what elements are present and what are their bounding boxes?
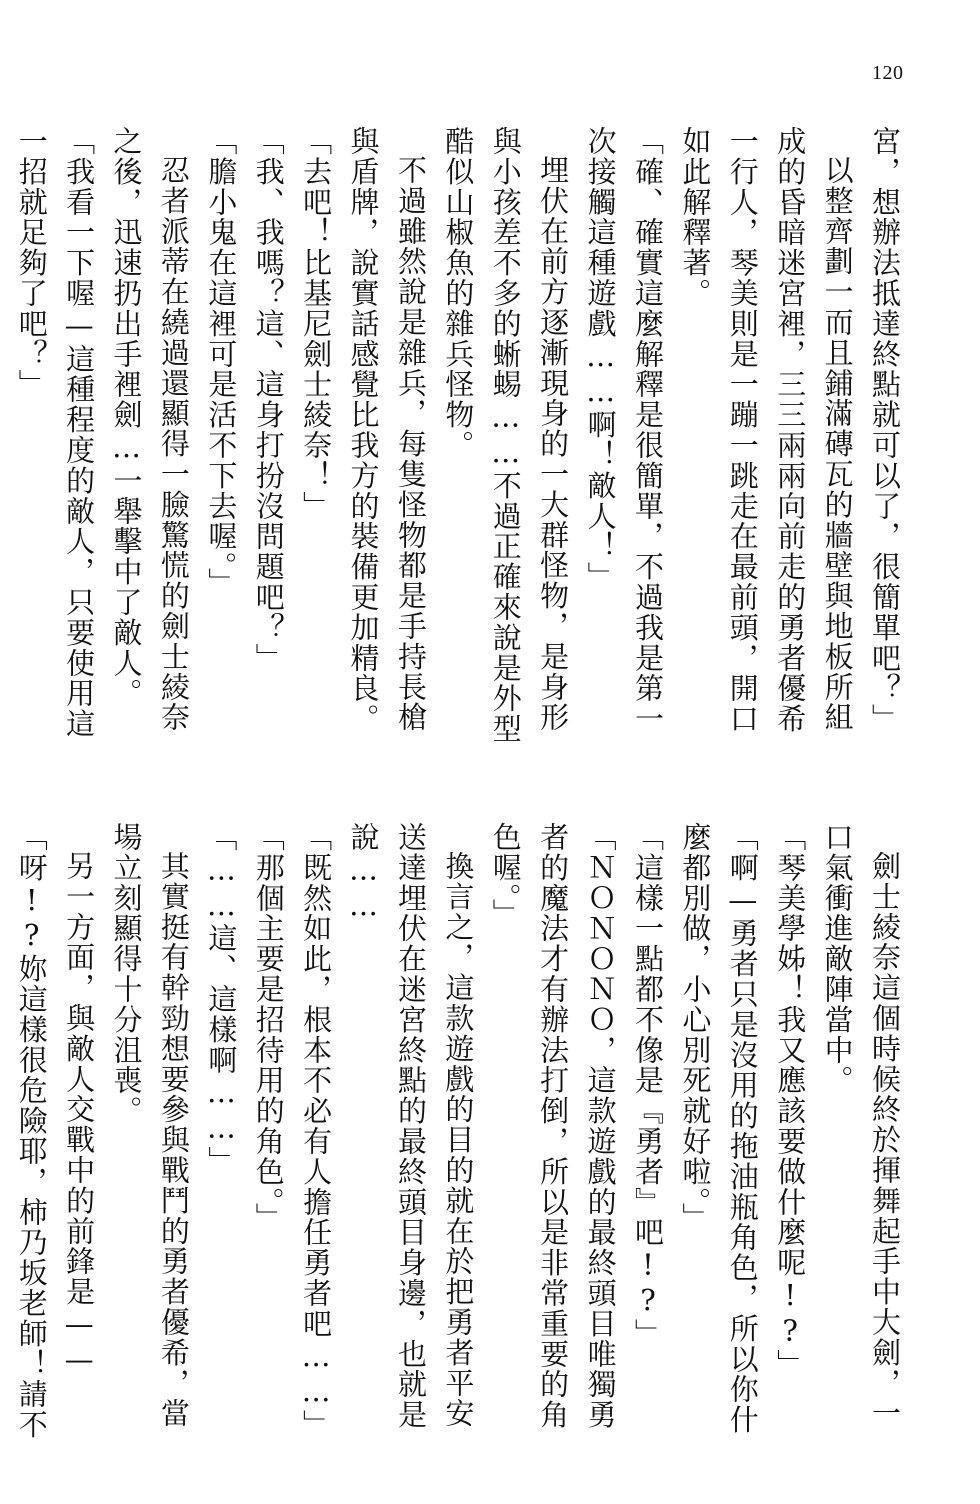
paragraph: 埋伏在前方逐漸現身的一大群怪物，是身形與小孩差不多的蜥蜴……不過正確來說是外型酷似山椒魚的雜兵怪物。 bbox=[441, 126, 571, 744]
paragraph: 其實挺有幹勁想要參與戰鬥的勇者優希，當場立刻顯得十分沮喪。 bbox=[109, 822, 191, 1429]
paragraph: 以整齊劃一而且鋪滿磚瓦的牆壁與地板所組成的昏暗迷宮裡，三三兩兩向前走的勇者優希一行人，琴美則是一蹦一跳走在最前頭，開口如此解釋著。 bbox=[678, 126, 855, 734]
paragraph: 忍者派蒂在繞過還顯得一臉驚慌的劍士綾奈之後，迅速扔出手裡劍…一舉擊中了敵人。 bbox=[109, 126, 191, 733]
dialogue-line: 「確、確實這麼解釋是很簡單，不過我是第一次接觸這種遊戲……啊！敵人！」 bbox=[583, 126, 665, 734]
text-block-lower bbox=[14, 822, 908, 1442]
dialogue-line: 「那個主要是招待用的角色。」 bbox=[251, 822, 286, 1234]
paragraph bbox=[0, 126, 7, 762]
text-block-upper bbox=[14, 126, 908, 762]
dialogue-line: 「這樣一點都不像是『勇者』吧!?」 bbox=[630, 822, 665, 1349]
paragraph: 不過雖然說是雜兵，每隻怪物都是手持長槍與盾牌，說實話感覺比我方的裝備更加精良。 bbox=[346, 126, 428, 734]
dialogue-line: 「膽小鬼在這裡可是活不下去喔。」 bbox=[204, 126, 239, 598]
page-number: 120 bbox=[872, 62, 904, 84]
paragraph: 換言之，這款遊戲的目的就在於把勇者平安送達埋伏在迷宮終點的最終頭目身邊，也就是說…… bbox=[346, 822, 476, 1430]
paragraph: 另一方面，與敵人交戰中的前鋒是—— bbox=[62, 851, 97, 1378]
dialogue-line: 「琴美學姊！我又應該要做什麼呢!?」 bbox=[773, 822, 808, 1380]
paragraph: 宮，想辦法抵達終點就可以了，很簡單吧？」 bbox=[868, 126, 902, 734]
dialogue-line: 「ＮＯＮＯＮＯ，這款遊戲的最終頭目唯獨勇者的魔法才有辦法打倒，所以是非常重要的角色喔。」 bbox=[488, 822, 618, 1430]
dialogue-line: 「我看一下喔—這種程度的敵人，只要使用這一招就足夠了吧？」 bbox=[14, 126, 97, 739]
dialogue-line: 「呀!?妳這樣很危險耶，柿乃坂老師！請不 bbox=[14, 822, 49, 1440]
paragraph: 劍士綾奈這個時候終於揮舞起手中大劍，一口氣衝進敵陣當中。 bbox=[820, 822, 902, 1429]
dialogue-line: 「既然如此，根本不必有人擔任勇者吧……」 bbox=[299, 822, 334, 1440]
dialogue-line: 「我、我嗎？這、這身打扮沒問題吧？」 bbox=[251, 126, 286, 674]
dialogue-line: 「啊—勇者只是沒用的拖油瓶角色，所以你什麼都別做，小心別死就好啦。」 bbox=[678, 822, 760, 1435]
dialogue-line: 「去吧！比基尼劍士綾奈！」 bbox=[299, 126, 334, 522]
dialogue-line: 「……這、這樣啊……」 bbox=[204, 822, 239, 1177]
